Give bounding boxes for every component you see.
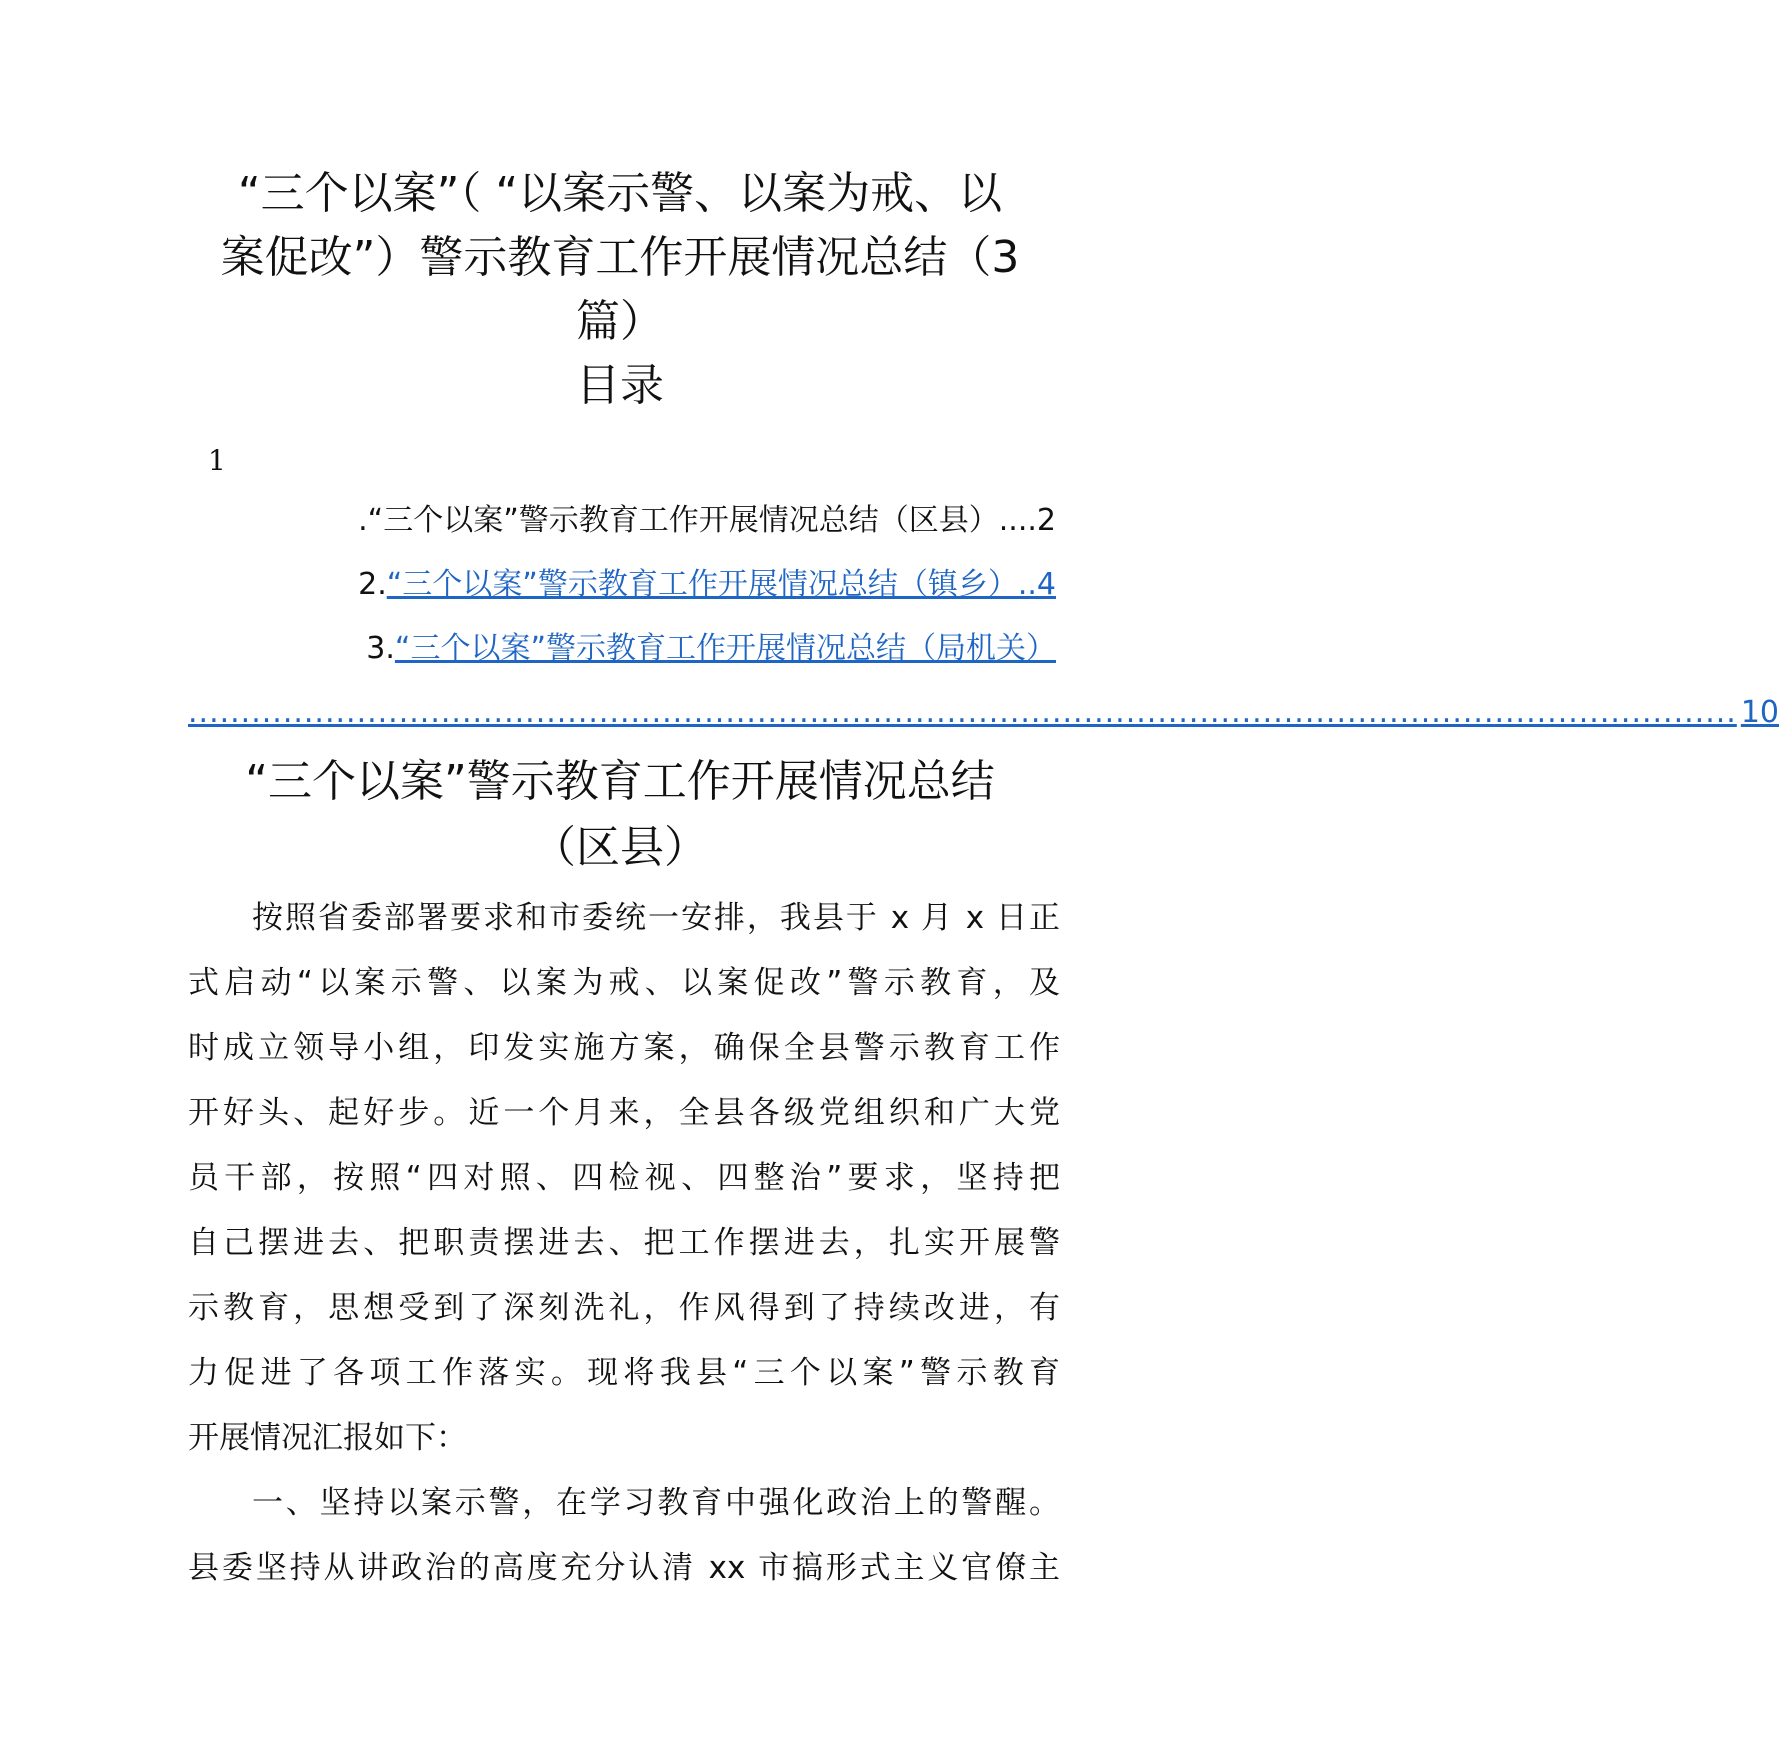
body-line: 式启动“以案示警、以案为戒、以案促改”警示教育，及 [188, 965, 1060, 1001]
section-title-line-1: “三个以案”警示教育工作开展情况总结 [245, 756, 995, 807]
body-line: 时成立领导小组，印发实施方案，确保全县警示教育工作 [188, 1030, 1060, 1066]
body-line: 开好头、起好步。近一个月来，全县各级党组织和广大党 [188, 1095, 1060, 1131]
body-line: 示教育，思想受到了深刻洗礼，作风得到了持续改进，有 [188, 1290, 1060, 1326]
body-line: 按照省委部署要求和市委统一安排，我县于 x 月 x 日正 [252, 900, 1060, 936]
body-line: 一、坚持以案示警，在学习教育中强化政治上的警醒。 [252, 1485, 1060, 1521]
body-line: 自己摆进去、把职责摆进去、把工作摆进去，扎实开展警 [188, 1225, 1060, 1261]
toc-heading: 目录 [576, 360, 664, 411]
body-line: 开展情况汇报如下： [188, 1420, 467, 1456]
toc-entry-3[interactable] [190, 631, 1056, 666]
toc-entry-1-number: . [358, 503, 368, 538]
toc-entry-2-number: 2. [358, 567, 387, 602]
toc-entry-3-dots: ................................................................................................................................................... [188, 695, 1737, 730]
document-title-line-3: 篇） [576, 296, 664, 347]
document-title-line-2: 案促改”）警示教育工作开展情况总结（3 [220, 232, 1020, 283]
toc-entry-2-link[interactable]: “三个以案”警示教育工作开展情况总结（镇乡）..4 [386, 567, 1056, 602]
toc-entry-1-text: “三个以案”警示教育工作开展情况总结（区县）....2 [367, 503, 1056, 538]
toc-entry-3-leader[interactable] [188, 695, 1779, 730]
toc-index-marker: 1 [208, 444, 226, 477]
section-body [188, 886, 1060, 1601]
toc-entry-3-number: 3. [366, 631, 395, 666]
toc-entry-2[interactable] [190, 567, 1056, 602]
toc-entry-1[interactable] [190, 503, 1056, 538]
body-line: 县委坚持从讲政治的高度充分认清 xx 市搞形式主义官僚主 [188, 1550, 1060, 1586]
toc-entry-3-link[interactable]: “三个以案”警示教育工作开展情况总结（局机关） [394, 631, 1056, 666]
body-line: 员干部，按照“四对照、四检视、四整治”要求，坚持把 [188, 1160, 1060, 1196]
body-line: 力促进了各项工作落实。现将我县“三个以案”警示教育 [188, 1355, 1060, 1391]
toc-entry-3-page: 10 [1740, 695, 1779, 730]
section-title-line-2: （区县） [532, 822, 708, 873]
document-title-line-1: “三个以案”（ “以案示警、以案为戒、以 [237, 168, 1003, 219]
